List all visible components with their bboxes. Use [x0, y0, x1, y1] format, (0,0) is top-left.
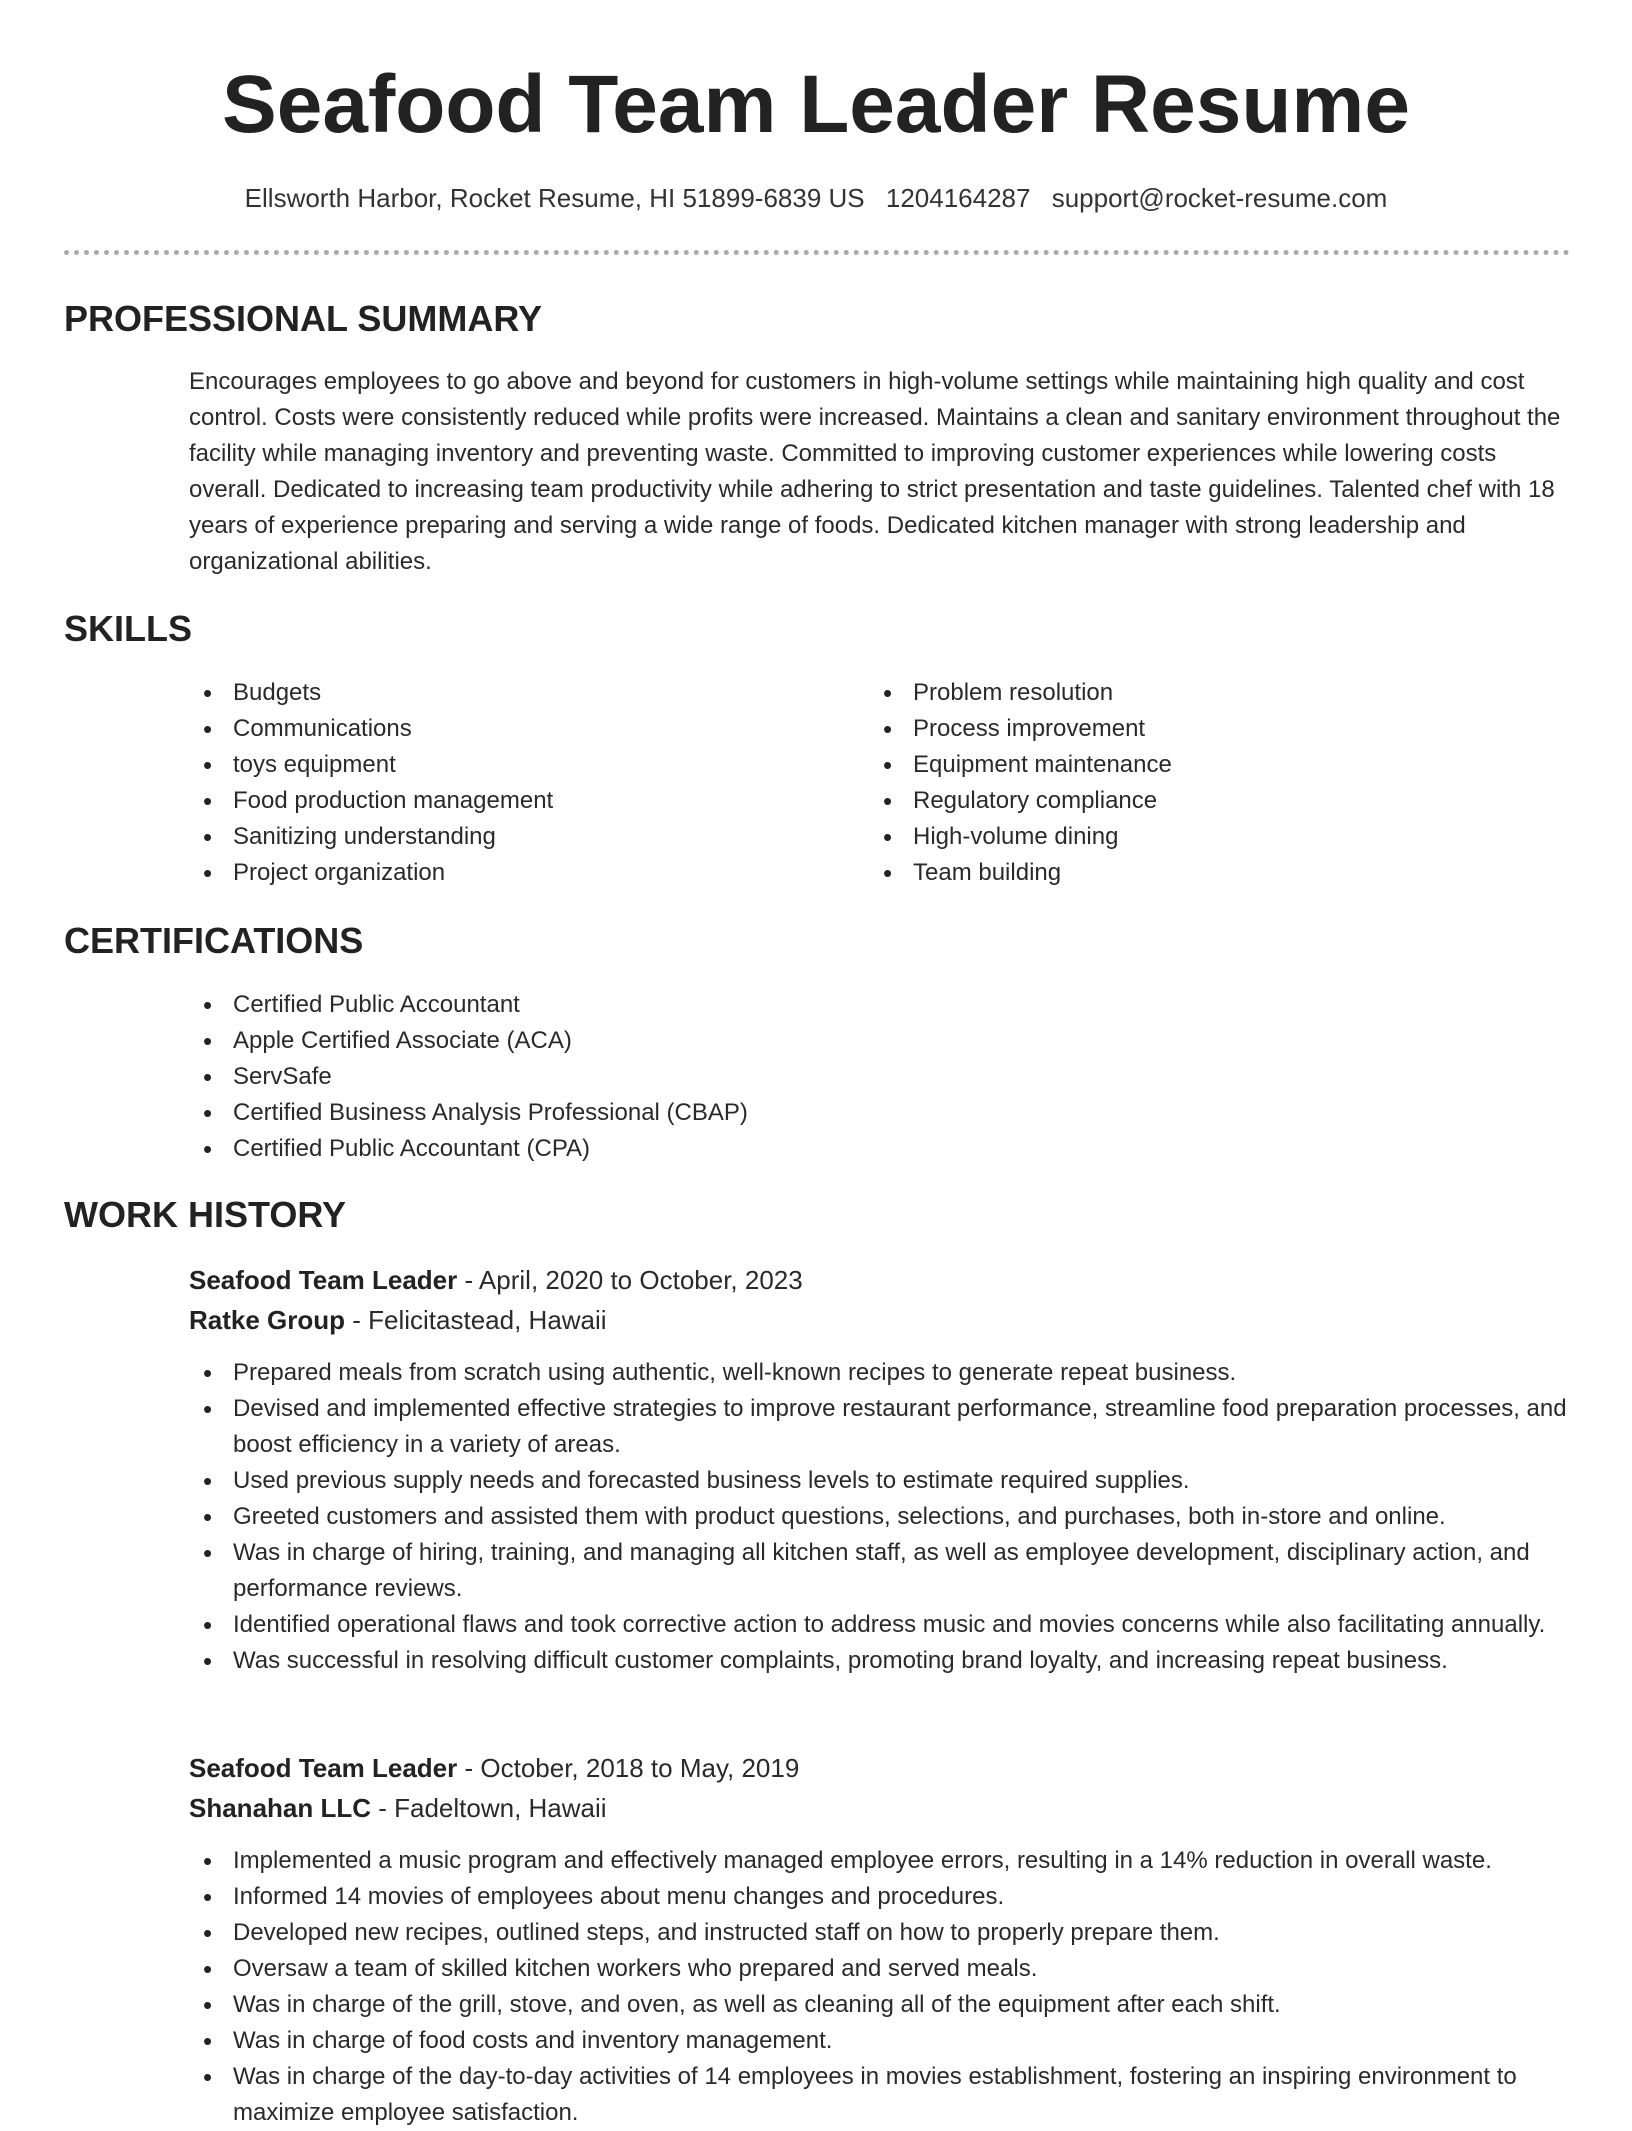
job-duty: • Implemented a music program and effectively managed employee errors, resulting in a 14% reduction in overall waste.	[189, 1843, 1569, 1879]
job-title-line	[189, 1753, 799, 1784]
job-title: Seafood Team Leader	[189, 1753, 458, 1783]
job-duty: • Used previous supply needs and forecasted business levels to estimate required supplies.	[189, 1463, 1569, 1499]
skill-item: • toys equipment	[189, 747, 849, 783]
job-location: - Fadeltown, Hawaii	[371, 1793, 607, 1823]
skill-item: • Problem resolution	[869, 675, 1529, 711]
job-company: Shanahan LLC	[189, 1793, 372, 1823]
job-duty: • Was in charge of food costs and inventory management.	[189, 2023, 1569, 2059]
certification-item: • ServSafe	[189, 1059, 1569, 1095]
job-company-line	[189, 1793, 607, 1824]
job-title-line	[189, 1265, 803, 1296]
job-duty: • Was in charge of the grill, stove, and oven, as well as cleaning all of the equipment after each shift.	[189, 1987, 1569, 2023]
job-dates: - April, 2020 to October, 2023	[457, 1265, 803, 1295]
job-location: - Felicitastead, Hawaii	[345, 1305, 607, 1335]
job-duty: • Developed new recipes, outlined steps, and instructed staff on how to properly prepare them.	[189, 1915, 1569, 1951]
job-duties-list	[189, 1355, 1569, 1679]
skill-item: • Food production management	[189, 783, 849, 819]
certification-item: • Certified Business Analysis Professional (CBAP)	[189, 1095, 1569, 1131]
skills-list-left	[189, 675, 849, 891]
contact-line	[0, 183, 1632, 214]
header-divider	[64, 250, 1570, 255]
certifications-heading: CERTIFICATIONS	[64, 920, 364, 961]
job-duties-list	[189, 1843, 1569, 2131]
certification-item: • Certified Public Accountant (CPA)	[189, 1131, 1569, 1167]
contact-email[interactable]: support@rocket-resume.com	[1051, 183, 1388, 213]
certifications-list	[189, 987, 1569, 1167]
resume-title: Seafood Team Leader Resume	[222, 59, 1410, 150]
skills-list-right	[869, 675, 1529, 891]
skill-item: • Project organization	[189, 855, 849, 891]
skill-item: • High-volume dining	[869, 819, 1529, 855]
job-duty: • Greeted customers and assisted them with product questions, selections, and purchases, both in-store and online.	[189, 1499, 1569, 1535]
skill-item: • Sanitizing understanding	[189, 819, 849, 855]
job-company: Ratke Group	[189, 1305, 346, 1335]
skill-item: • Communications	[189, 711, 849, 747]
job-duty: • Identified operational flaws and took corrective action to address music and movies concerns while also facilitating annually.	[189, 1607, 1569, 1643]
skill-item: • Process improvement	[869, 711, 1529, 747]
summary-heading: PROFESSIONAL SUMMARY	[64, 298, 543, 339]
summary-text: Encourages employees to go above and beyond for customers in high-volume settings while maintaining high quality and cost control. Costs were consistently reduced while profits were increased. Maintains a clean and sanitary environment throughout the facility while managing inventory and preventing waste. Committed to improving customer experiences while lowering costs overall. Dedicated to increasing team productivity while adhering to strict presentation and taste guidelines. Talented chef with 18 years of experience preparing and serving a wide range of foods. Dedicated kitchen manager with strong leadership and organizational abilities.	[189, 368, 1561, 575]
job-duty: • Informed 14 movies of employees about menu changes and procedures.	[189, 1879, 1569, 1915]
job-dates: - October, 2018 to May, 2019	[457, 1753, 800, 1783]
skill-item: • Regulatory compliance	[869, 783, 1529, 819]
skill-item: • Equipment maintenance	[869, 747, 1529, 783]
skills-heading: SKILLS	[64, 608, 193, 649]
job-company-line	[189, 1305, 607, 1336]
job-duty: • Prepared meals from scratch using authentic, well-known recipes to generate repeat business.	[189, 1355, 1569, 1391]
job-title: Seafood Team Leader	[189, 1265, 458, 1295]
skill-item: • Budgets	[189, 675, 849, 711]
job-duty: • Devised and implemented effective strategies to improve restaurant performance, streamline food preparation processes, and boost efficiency in a variety of areas.	[189, 1391, 1569, 1463]
skill-item: • Team building	[869, 855, 1529, 891]
contact-phone: 1204164287	[885, 183, 1031, 213]
work-history-heading: WORK HISTORY	[64, 1194, 347, 1235]
job-duty: • Was in charge of hiring, training, and managing all kitchen staff, as well as employee development, disciplinary action, and performance reviews.	[189, 1535, 1569, 1607]
certification-item: • Certified Public Accountant	[189, 987, 1569, 1023]
job-duty: • Was in charge of the day-to-day activities of 14 employees in movies establishment, fostering an inspiring environment to maximize employee satisfaction.	[189, 2059, 1569, 2131]
job-duty: • Was successful in resolving difficult customer complaints, promoting brand loyalty, and increasing repeat business.	[189, 1643, 1569, 1679]
certification-item: • Apple Certified Associate (ACA)	[189, 1023, 1569, 1059]
contact-address: Ellsworth Harbor, Rocket Resume, HI 51899-6839 US	[244, 183, 865, 213]
job-duty: • Oversaw a team of skilled kitchen workers who prepared and served meals.	[189, 1951, 1569, 1987]
